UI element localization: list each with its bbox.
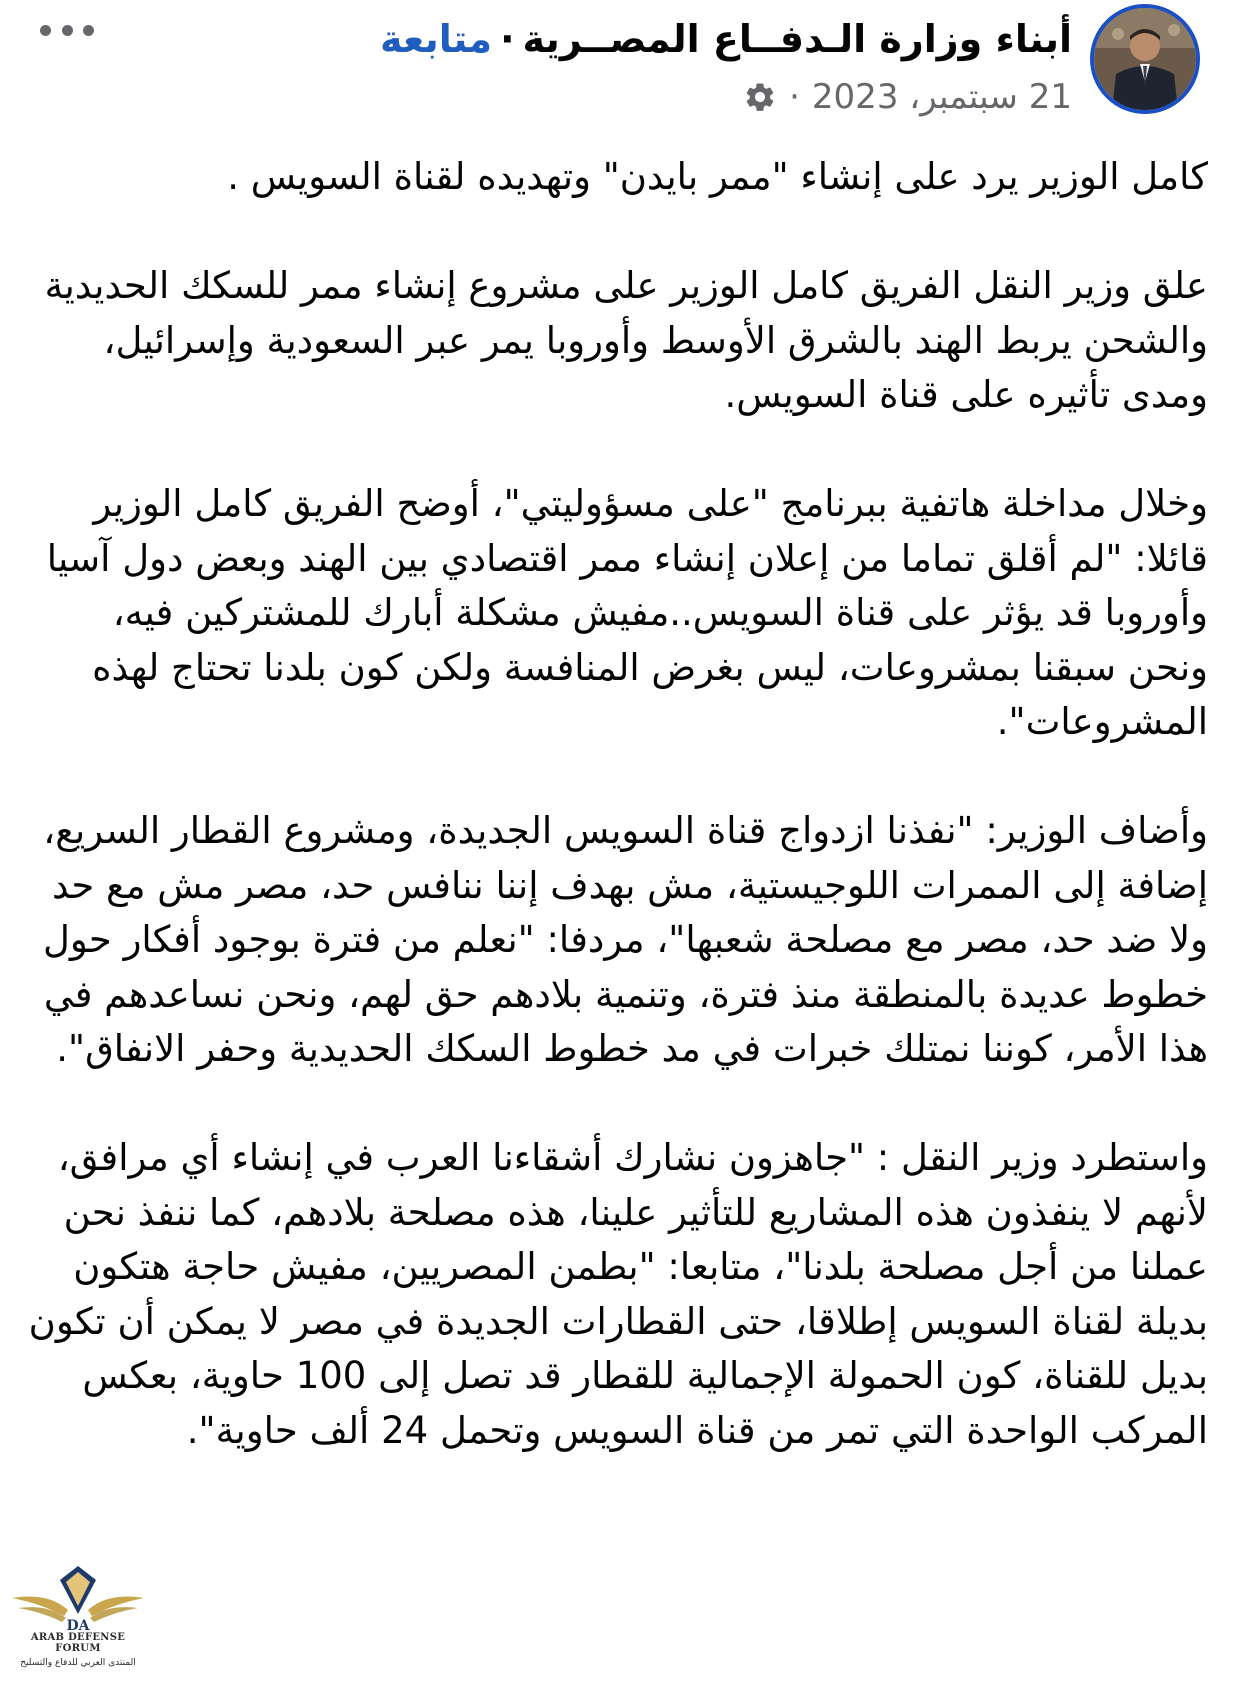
gear-icon[interactable] [743, 80, 777, 114]
post-headline: كامل الوزير يرد على إنشاء "ممر بايدن" وتهديده لقناة السويس . [227, 155, 1208, 198]
post-paragraph: وأضاف الوزير: "نفذنا ازدواج قناة السويس الجديدة، ومشروع القطار السريع، إضافة إلى الممرات اللوجيستية، مش بهدف إننا ننافس حد، مصر مش مع حد ولا ضد حد، مصر مع مصلحة شعبها"، مردفا: "نعلم من فترة بوجود أفكار حول خطوط عديدة بالمنطقة منذ فترة، وتنمية بلادهم حق لهم، ونحن نساعدهم في هذا الأمر، كوننا نمتلك خبرات في مد خطوط السكك الحديدية وحفر الانفاق". [42, 809, 1208, 1070]
forum-watermark [8, 1558, 138, 1678]
post-header [0, 0, 1242, 130]
post-paragraph: وخلال مداخلة هاتفية ببرنامج "على مسؤوليتي"، أوضح الفريق كامل الوزير قائلا: "لم أقلق تماما من إعلان إنشاء ممر اقتصادي بين الهند وبعض دول آسيا وأوروبا قد يؤثر على قناة السويس..مفيش مشكلة أبارك للمشتركين فيه، ونحن سبقنا بمشروعات، ليس بغرض المنافسة ولكن كون بلدنا تحتاج لهذه المشروعات". [46, 482, 1208, 743]
post-text [28, 150, 1208, 1513]
avatar-image [1094, 8, 1196, 110]
more-options-icon[interactable] [40, 18, 94, 42]
svg-text:DA: DA [66, 1618, 90, 1634]
post-date[interactable]: 21 سبتمبر، 2023 [811, 77, 1072, 117]
post-paragraph: علق وزير النقل الفريق كامل الوزير على مشروع إنشاء ممر للسكك الحديدية والشحن يربط الهند بالشرق الأوسط وأوروبا يمر عبر السعودية وإسرائيل، ومدى تأثيره على قناة السويس. [44, 264, 1208, 416]
dot-icon [62, 25, 73, 36]
post-meta [743, 74, 1072, 120]
page-avatar[interactable] [1090, 4, 1200, 114]
dot-icon [40, 25, 51, 36]
watermark-subtitle: المنتدى العربي للدفاع والتسليح [20, 1658, 136, 1668]
meta-separator: · [789, 77, 800, 117]
post-paragraph: واستطرد وزير النقل : "جاهزون نشارك أشقاءنا العرب في إنشاء أي مرافق، لأنهم لا ينفذون هذه المشاريع للتأثير علينا، هذه مصلحة بلادهم، كما ننفذ نحن عملنا من أجل مصلحة بلدنا"، متابعا: "بطمن المصريين، مفيش حاجة هتكون بديلة لقناة السويس إطلاقا، حتى القطارات الجديدة في مصر لا يمكن أن تكون بديل للقناة، كون الحمولة الإجمالية للقطار قد تصل إلى 100 حاوية، بعكس المركب الواحدة التي تمر من قناة السويس وتحمل 24 ألف حاوية". [28, 1136, 1208, 1452]
dot-icon [83, 25, 94, 36]
follow-button[interactable]: متابعة [380, 17, 493, 61]
page-name-link[interactable]: أبناء وزارة الـدفــاع المصــرية [522, 17, 1072, 61]
watermark-title: ARAB DEFENSE FORUM [30, 1632, 126, 1654]
page-title [380, 14, 1072, 64]
name-separator: · [500, 17, 515, 61]
